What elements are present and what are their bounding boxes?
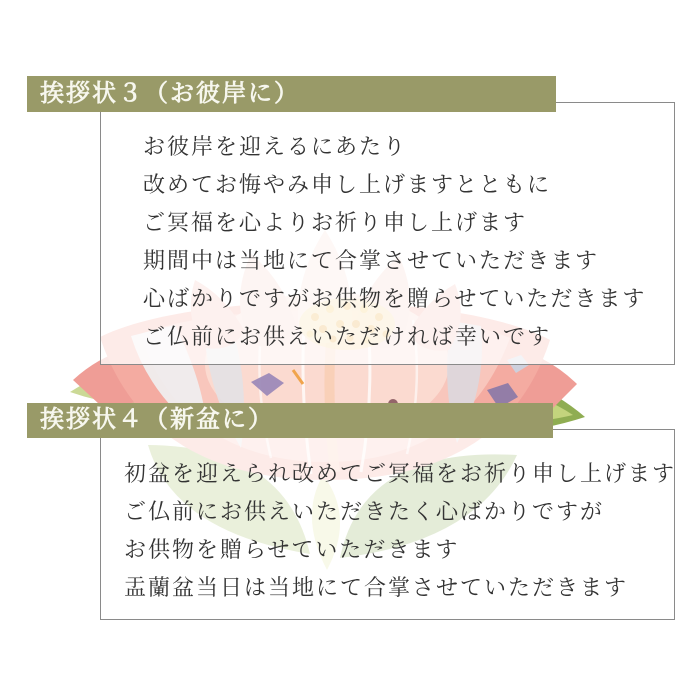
greeting-line: 心ばかりですがお供物を贈らせていただきます [143, 286, 647, 311]
greeting-line: ご仏前にお供えいただければ幸いです [143, 324, 552, 349]
greeting-line: 初盆を迎えられ改めてご冥福をお祈り申し上げます [124, 461, 677, 486]
greeting-line: ご仏前にお供えいただきたく心ばかりですが [124, 499, 605, 524]
section-title: 挨拶状４（新盆に） [40, 407, 274, 433]
greeting-line: 改めてお悔やみ申し上げますとともに [143, 172, 552, 197]
greeting-line: お彼岸を迎えるにあたり [143, 134, 408, 159]
section-title: 挨拶状３（お彼岸に） [40, 81, 300, 107]
greeting-card-4-header [27, 403, 553, 438]
greeting-card-4-box [100, 429, 675, 620]
greeting-line: 期間中は当地にて合掌させていただきます [143, 248, 600, 273]
greeting-card-3-header [27, 76, 556, 112]
greeting-line: お供物を贈らせていただきます [124, 537, 460, 562]
greeting-line: 盂蘭盆当日は当地にて合掌させていただきます [124, 575, 629, 600]
greeting-line: ご冥福を心よりお祈り申し上げます [143, 210, 528, 235]
greeting-card-3-box [100, 102, 675, 365]
